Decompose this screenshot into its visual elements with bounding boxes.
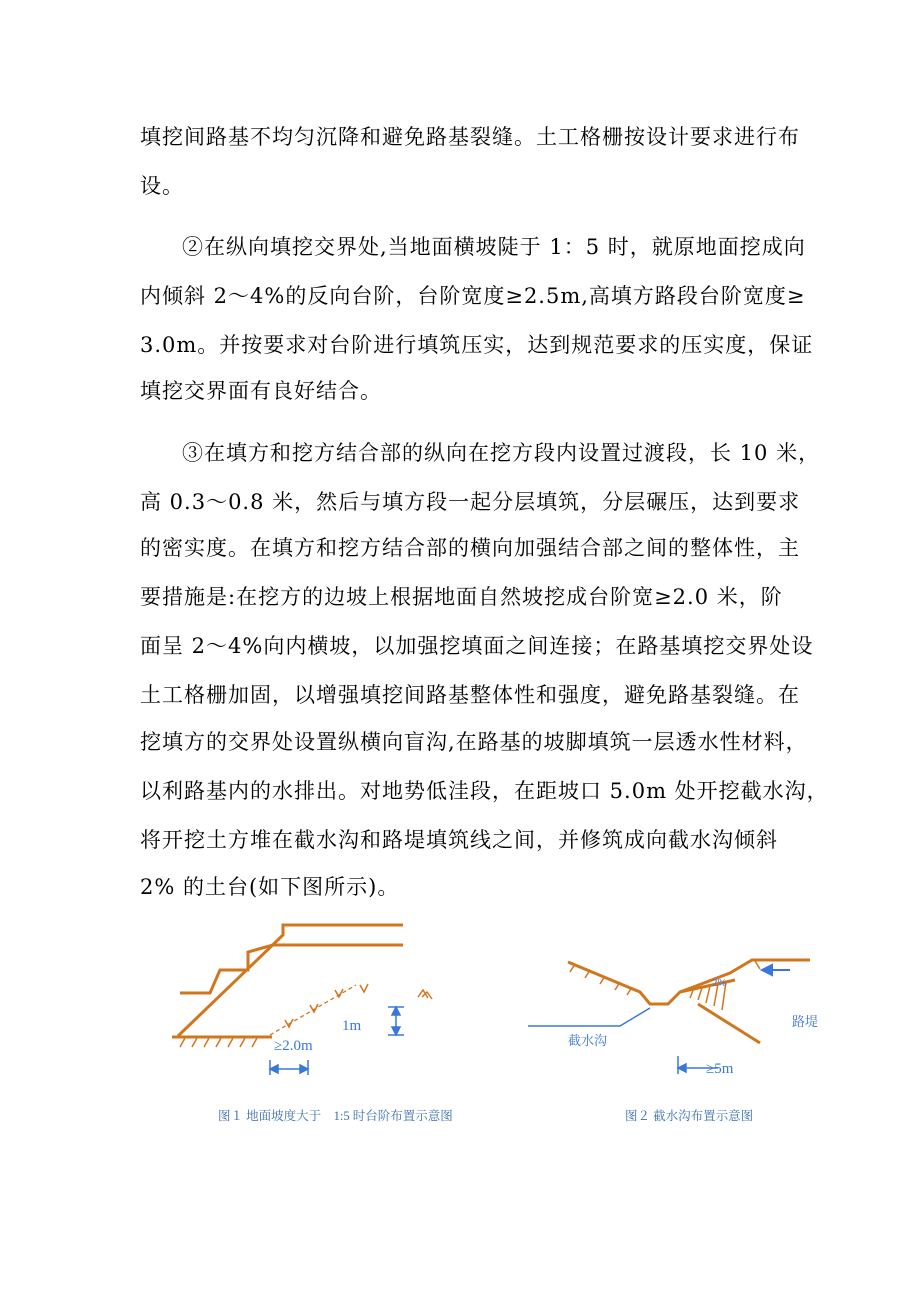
paragraph-3-line-7: 挖填方的交界处设置纵横向盲沟,在路基的坡脚填筑一层透水性材料， (140, 730, 808, 754)
paragraph-3-line-5: 面呈 2～4%向内横坡，以加强挖填面之间连接；在路基填挖交界处设 (140, 634, 814, 658)
paragraph-3-line-1: ③在填方和挖方结合部的纵向在挖方段内设置过渡段，长 10 米， (182, 441, 821, 465)
paragraph-2-line-2: 内倾斜 2～4%的反向台阶，台阶宽度≥2.5m,高填方路段台阶宽度≥ (140, 284, 806, 308)
figure-1-caption: 图１ 地面坡度大于 1:5 时台阶布置示意图 (218, 1109, 453, 1123)
paragraph-3-line-2: 高 0.3～0.8 米，然后与填方段一起分层填筑，分层碾压，达到要求 (140, 490, 801, 514)
paragraph-1-line-1: 填挖间路基不均匀沉降和避免路基裂缝。土工格栅按设计要求进行布 (140, 125, 800, 149)
embankment-slope-line (178, 925, 403, 1036)
paragraph-3-line-3: 的密实度。在填方和挖方结合部的横向加强结合部之间的整体性，主 (140, 536, 800, 560)
figure-2-caption: 图２ 截水沟布置示意图 (625, 1109, 754, 1123)
paragraph-1-line-2: 设。 (140, 174, 184, 198)
label-distance: ≥5m (706, 1061, 734, 1077)
water-line (528, 1008, 650, 1026)
figure-1-step-diagram (160, 915, 460, 1095)
cut-steps-line (180, 945, 273, 993)
label-width: ≥2.0m (274, 1038, 313, 1054)
paragraph-2-line-3: 3.0m。并按要求对台阶进行填筑压实，达到规范要求的压实度，保证 (140, 333, 814, 357)
paragraph-2-line-1: ②在纵向填挖交界处,当地面横坡陡于 1：5 时，就原地面挖成向 (182, 235, 806, 259)
paragraph-2-line-4: 填挖交界面有良好结合。 (140, 379, 382, 403)
height-dimension (388, 1007, 404, 1035)
paragraph-3-line-8: 以利路基内的水排出。对地势低洼段，在距坡口 5.0m 处开挖截水沟， (140, 779, 829, 803)
width-dimension (270, 1060, 308, 1075)
flow-arrow-icon (762, 965, 790, 975)
embankment-slope-line (698, 1004, 760, 1043)
ground-hatching (180, 1038, 257, 1047)
label-height: 1m (342, 1018, 362, 1034)
label-slope: 2% (712, 977, 727, 989)
label-embankment: 路堤 (792, 1015, 819, 1030)
label-ditch: 截水沟 (568, 1034, 608, 1049)
paragraph-3-line-4: 要措施是:在挖方的边坡上根据地面自然坡挖成台阶宽≥2.0 米，阶 (140, 585, 783, 609)
paragraph-3-line-10: 2% 的土台(如下图所示)。 (140, 875, 400, 899)
figure-2-ditch-diagram (520, 940, 840, 1090)
paragraph-3-line-6: 土工格栅加固，以增强填挖间路基整体性和强度，避免路基裂缝。在 (140, 683, 800, 707)
terrain-left-slope (568, 960, 810, 1004)
paragraph-3-line-9: 将开挖土方堆在截水沟和路堤填筑线之间，并修筑成向截水沟倾斜 (140, 828, 778, 852)
